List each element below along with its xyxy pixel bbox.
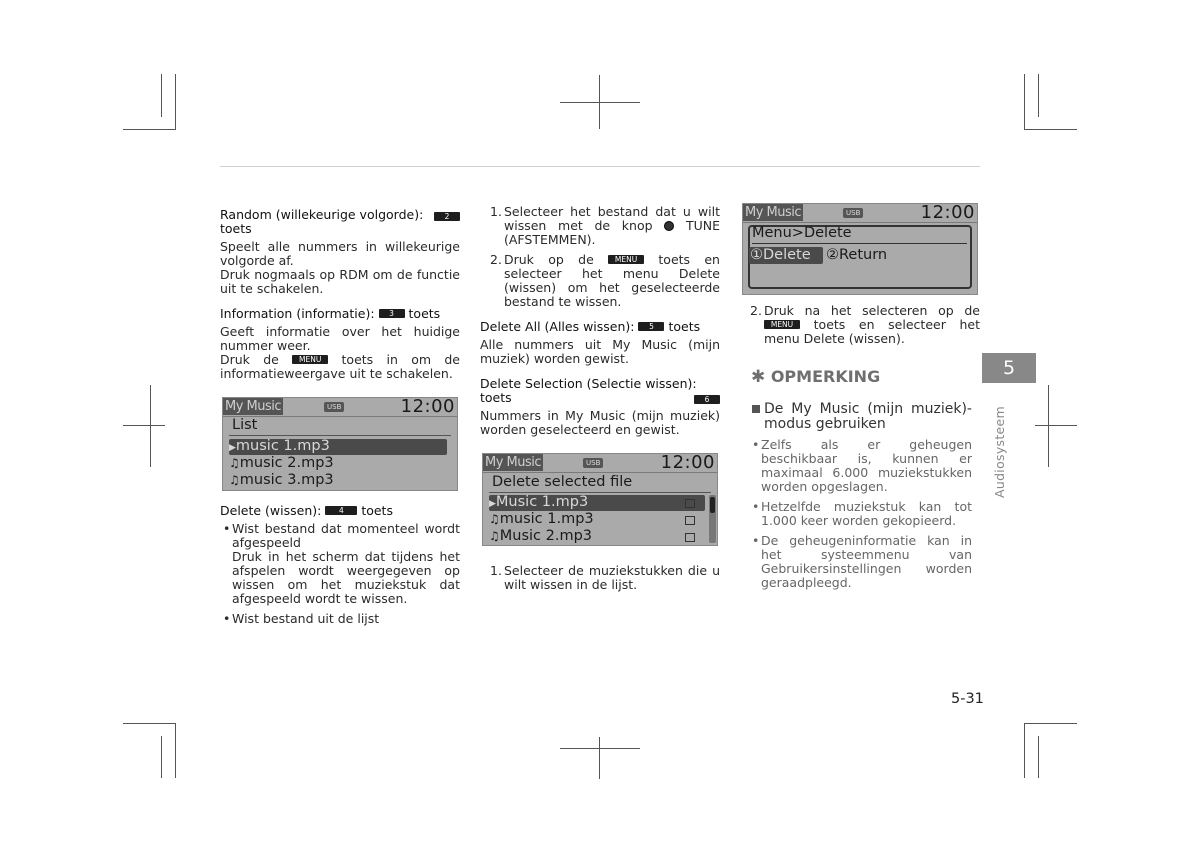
key-4-icon: 4 [325,506,357,515]
info-heading-toets: toets [408,306,441,321]
chapter-title: Audiosysteem [992,405,1007,498]
lcd-clock: 12:00 [920,203,975,223]
delete-all-heading [480,320,720,334]
note-bullet-2: • Hetzelfde muziekstuk kan tot 1.000 keer worden gekopieerd. [752,499,972,528]
music-note-icon: ♫ [229,456,240,470]
menu-key-icon: MENU [608,255,644,264]
delete-selection-heading-toets: toets [480,390,512,405]
right-step-2-post: toets en selecteer het menu Delete (wissen). [764,317,980,346]
checkbox [685,516,695,525]
left-column [220,208,460,381]
delete-selection-heading-text: Delete Selection (Selectie wissen): [480,376,697,391]
music-note-icon: ♫ [489,529,500,543]
lcd-title: List [232,417,258,433]
delete-all-heading-toets: toets [668,319,701,334]
list-item: ♫music 2.mp3 [229,455,334,471]
lcd-screen-delete-selected [482,453,718,546]
play-icon: ▶ [489,499,496,509]
lcd-clock: 12:00 [660,453,715,473]
info-desc-2-pre: Druk de [220,352,279,367]
right-column [750,304,980,346]
middle-column-lower [480,564,720,592]
note-title-text: OPMERKING [770,367,881,386]
menu-key-icon: MENU [764,320,800,329]
middle-step-2: 2. Druk op de MENU toets en selecteer het menu Delete (wissen) om het geselecteerde bestand te wissen. [490,252,720,309]
step-1-tune: TUNE [685,218,720,233]
usb-badge: USB [583,458,603,468]
lcd-screen-menu-delete [742,203,978,295]
note-bullet-1-text: Zelfs als er geheugen beschikbaar is, kunnen er maximaal 6.000 muziekstukken worden opgeslagen. [761,437,972,494]
bullet-2-text: Wist bestand uit de lijst [232,611,380,626]
left-column-lower [220,504,460,626]
square-bullet-icon [752,405,760,413]
key-5-icon: 5 [638,322,664,331]
lcd-clock: 12:00 [400,397,455,417]
note-body [752,402,972,590]
scrollbar [709,495,716,543]
menu-option-delete: ①Delete [750,247,811,263]
note-bullet-3-text: De geheugeninformatie kan in het systeemmenu van Gebruikersinstellingen worden geraadpleegd. [761,533,972,590]
menu-key-icon: MENU [292,355,328,364]
delete-heading-toets: toets [361,503,393,518]
lcd-brand: My Music [745,205,802,220]
info-heading [220,307,460,321]
lcd-screen-list [222,397,458,491]
step-2-pre: Druk op de [504,252,594,267]
delete-all-heading-text: Delete All (Alles wissen): [480,319,635,334]
lcd-brand: My Music [485,455,542,470]
header-rule [220,166,980,167]
middle-column [480,205,720,437]
lcd-brand: My Music [225,399,282,414]
list-item: ▶music 1.mp3 [229,438,330,454]
usb-badge: USB [324,402,344,412]
file-row: ▶Music 1.mp3 [489,494,589,510]
asterisk-icon: ✱ [751,367,766,387]
delete-bullet-1: • Wist bestand dat momenteel wordt afgespeeld Druk in het scherm dat tijdens het afspelen wordt weergegeven op wissen om het muziekstuk dat afgespeeld wordt te wissen. [223,521,460,606]
lcd-status-bar [743,204,977,223]
lcd-title: Delete selected file [492,474,633,490]
delete-heading [220,504,460,518]
middle-step-1: 1. Selecteer het bestand dat u wilt wissen met de knop TUNE (AFSTEMMEN). [490,204,720,247]
key-3-icon: 3 [379,309,405,318]
info-desc-2-post: toets in om de informatieweergave uit te schakelen. [220,352,460,381]
chapter-number-tab: 5 [982,353,1036,383]
delete-heading-text: Delete (wissen): [220,503,322,518]
info-heading-text: Information (informatie): [220,306,375,321]
random-desc-1: Speelt alle nummers in willekeurige volgorde af. [220,239,460,268]
menu-option-return: ②Return [826,247,888,263]
note-bullet-3: • De geheugeninformatie kan in het systeemmenu van Gebruikersinstellingen worden geraadpleegd. [752,533,972,590]
key-6-icon: 6 [694,395,720,404]
note-heading [752,402,972,432]
right-step-2: 2. Druk na het selecteren op de MENU toets en selecteer het menu Delete (wissen). [750,303,980,346]
step-1-post: (AFSTEMMEN). [504,232,596,247]
bullet-1-body: Druk in het scherm dat tijdens het afspelen wordt weergegeven op wissen om het muziekstuk dat afgespeeld wordt te wissen. [232,549,460,606]
random-heading [220,208,460,236]
random-heading-toets: toets [220,221,252,236]
music-note-icon: ♫ [229,473,240,487]
list-item: ♫music 3.mp3 [229,472,334,488]
checkbox [685,533,695,542]
delete-all-desc: Alle nummers uit My Music (mijn muziek) worden gewist. [480,337,720,366]
middle-step-3: 1. Selecteer de muziekstukken die u wilt wissen in de lijst. [490,563,720,592]
delete-selection-heading [480,377,720,405]
note-heading-text: De My Music (mijn muziek)-modus gebruiken [764,401,972,432]
info-desc-1: Geeft informatie over het huidige nummer weer. [220,324,460,353]
lcd-title: Menu>Delete [752,225,852,241]
music-note-icon: ♫ [489,512,500,526]
random-heading-text: Random (willekeurige volgorde): [220,207,424,222]
info-desc-2 [220,353,460,381]
checkbox [685,499,695,508]
step-2-post: toets en selecteer het menu Delete (wissen) om het geselecteerde bestand te wissen. [504,252,720,309]
lcd-status-bar [483,454,717,473]
key-2-icon: 2 [434,212,460,221]
file-row: ♫Music 2.mp3 [489,528,593,544]
right-step-2-pre: Druk na het selecteren op de [764,303,980,318]
lcd-status-bar [223,398,457,417]
note-title [751,367,880,387]
usb-badge: USB [843,208,863,218]
delete-selection-desc: Nummers in My Music (mijn muziek) worden geselecteerd en gewist. [480,408,720,437]
file-row: ♫music 1.mp3 [489,511,594,527]
note-bullet-1: • Zelfs als er geheugen beschikbaar is, kunnen er maximaal 6.000 muziekstukken worden opgeslagen. [752,437,972,494]
step-1-pre: Selecteer het bestand dat u wilt wissen met de knop [504,204,720,233]
random-desc-2: Druk nogmaals op RDM om de functie uit te schakelen. [220,267,460,296]
play-icon: ▶ [229,443,236,453]
page-number: 5-31 [951,691,984,707]
delete-bullet-2: • Wist bestand uit de lijst [223,611,380,626]
tune-knob-icon [664,221,674,231]
step-3-text: Selecteer de muziekstukken die u wilt wissen in de lijst. [504,563,720,592]
bullet-1-title: Wist bestand dat momenteel wordt afgespeeld [232,521,460,550]
note-bullet-2-text: Hetzelfde muziekstuk kan tot 1.000 keer worden gekopieerd. [761,499,972,528]
